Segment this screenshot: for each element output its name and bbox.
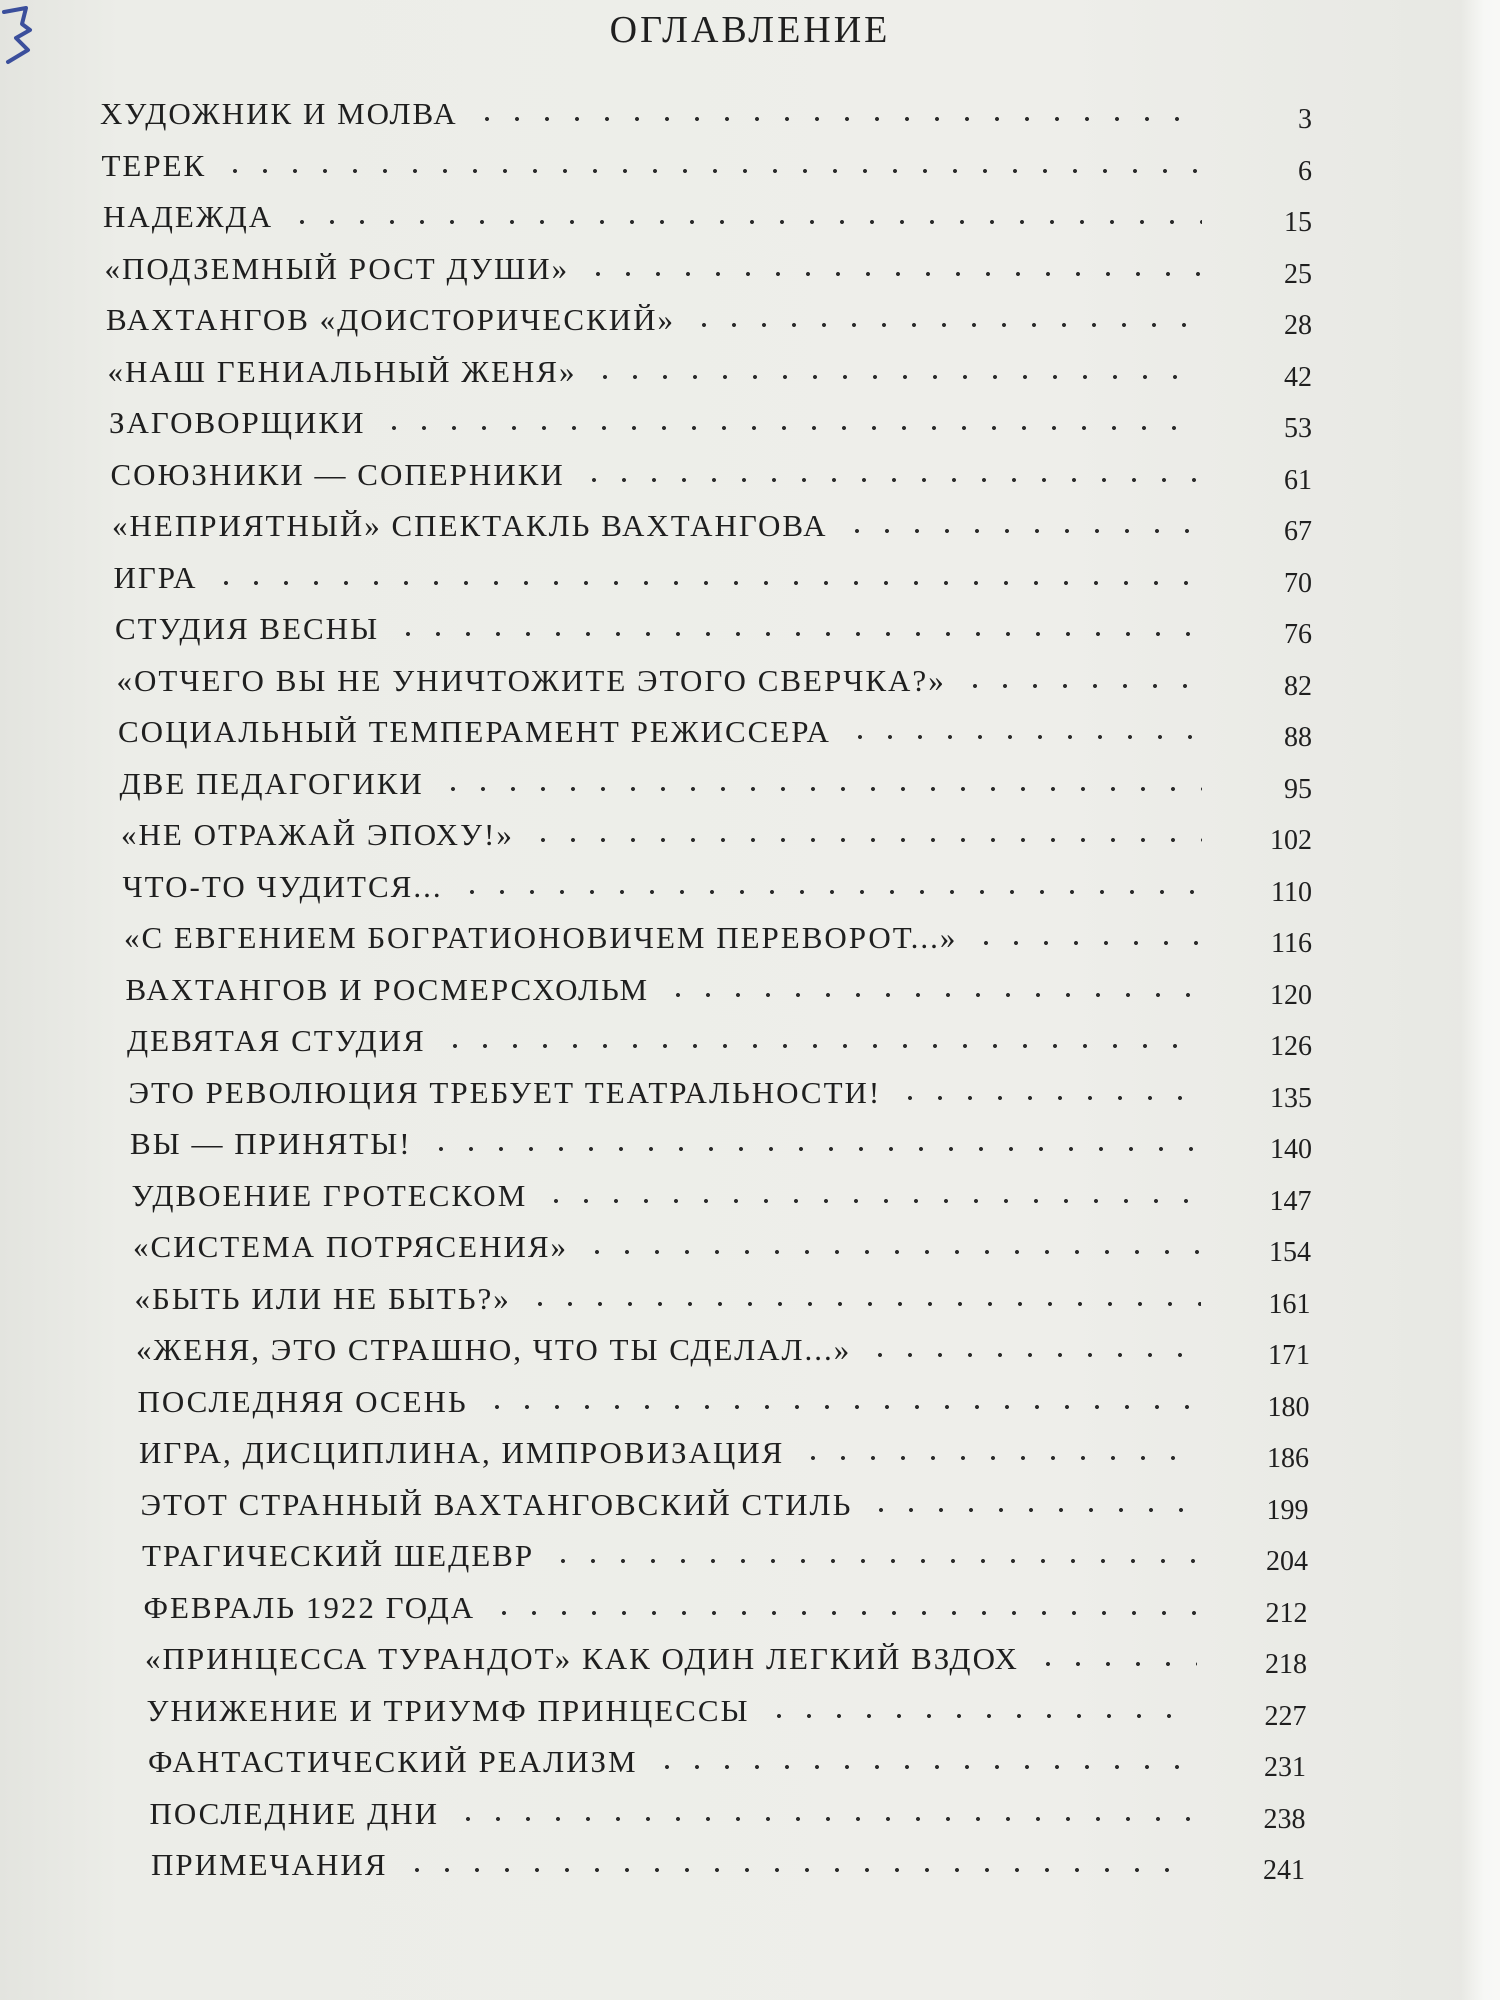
toc-entry-page-number: 82 [1284, 670, 1312, 702]
toc-entry-title: ПРИМЕЧАНИЯ [151, 1847, 388, 1882]
page-title: ОГЛАВЛЕНИЕ [609, 9, 891, 51]
toc-entry-title: ИГРА, ДИСЦИПЛИНА, ИМПРОВИЗАЦИЯ [139, 1435, 785, 1470]
dot-leader [579, 478, 1202, 482]
toc-entry-title: «БЫТЬ ИЛИ НЕ БЫТЬ?» [134, 1280, 511, 1316]
toc-entry-title: «ОТЧЕГО ВЫ НЕ УНИЧТОЖИТЕ ЭТОГО СВЕРЧКА?» [116, 662, 946, 698]
toc-entry-title: ПОСЛЕДНИЕ ДНИ [149, 1795, 440, 1831]
toc-entry [145, 1637, 1307, 1685]
toc-entry-page-number: 140 [1270, 1134, 1312, 1165]
toc-entry [127, 1019, 1312, 1067]
toc-entry-page-number: 61 [1284, 464, 1312, 496]
toc-entry-page-number: 3 [1298, 104, 1312, 135]
toc-entry [133, 1225, 1311, 1273]
dot-leader [220, 169, 1202, 173]
toc-entry-title: ТЕРЕК [101, 147, 207, 183]
toc-entry [123, 865, 1313, 913]
toc-entry-title: ПОСЛЕДНЯЯ ОСЕНЬ [137, 1383, 468, 1419]
toc-entry-title: СТУДИЯ ВЕСНЫ [115, 611, 380, 646]
toc-entry-page-number: 120 [1270, 979, 1312, 1011]
toc-entry [141, 1483, 1309, 1531]
table-of-contents [0, 92, 1500, 1972]
dot-leader [211, 581, 1202, 585]
dot-leader [798, 1456, 1199, 1460]
dot-leader [548, 1559, 1198, 1563]
dot-leader [1033, 1662, 1197, 1666]
toc-entry [144, 1586, 1308, 1634]
toc-entry-page-number: 25 [1284, 258, 1312, 290]
toc-entry-title: ДЕВЯТАЯ СТУДИЯ [127, 1023, 426, 1058]
toc-entry-page-number: 171 [1268, 1340, 1310, 1371]
toc-entry-title: ЧТО-ТО ЧУДИТСЯ... [122, 868, 443, 904]
toc-entry-page-number: 88 [1284, 722, 1312, 753]
toc-entry [139, 1431, 1309, 1479]
toc-entry-title: ДВЕ ПЕДАГОГИКИ [119, 765, 424, 801]
toc-entry-page-number: 102 [1270, 825, 1312, 856]
toc-entry [120, 762, 1313, 810]
toc-entry-page-number: 116 [1271, 928, 1312, 959]
toc-entry-title: УНИЖЕНИЕ И ТРИУМФ ПРИНЦЕССЫ [146, 1692, 750, 1728]
toc-entry [102, 144, 1313, 192]
dot-leader [541, 1199, 1201, 1203]
toc-entry [112, 504, 1312, 552]
toc-entry [132, 1174, 1312, 1222]
toc-entry-title: ФЕВРАЛЬ 1922 ГОДА [143, 1589, 476, 1625]
toc-entry-title: УДВОЕНИЕ ГРОТЕСКОМ [131, 1177, 528, 1213]
toc-entry [142, 1534, 1308, 1582]
dot-leader [528, 838, 1202, 842]
toc-entry [106, 298, 1312, 346]
toc-entry-title: ФАНТАСТИЧЕСКИЙ РЕАЛИЗМ [148, 1744, 638, 1779]
toc-entry [103, 195, 1312, 243]
dot-leader [590, 375, 1202, 379]
toc-entry [129, 1071, 1313, 1119]
dot-leader [764, 1714, 1197, 1718]
toc-entry-title: ВЫ — ПРИНЯТЫ! [130, 1126, 412, 1161]
toc-entry-title: ВАХТАНГОВ И РОСМЕРСХОЛЬМ [125, 971, 650, 1007]
dot-leader [426, 1147, 1202, 1151]
dot-leader [663, 993, 1202, 997]
toc-entry [135, 1277, 1311, 1325]
toc-entry-title: «НЕПРИЯТНЫЙ» СПЕКТАКЛЬ ВАХТАНГОВА [112, 508, 828, 543]
toc-entry-page-number: 76 [1284, 619, 1312, 650]
toc-entry-page-number: 218 [1265, 1649, 1307, 1680]
toc-entry [117, 659, 1313, 707]
toc-entry-title: «ЖЕНЯ, ЭТО СТРАШНО, ЧТО ТЫ СДЕЛАЛ...» [136, 1332, 852, 1367]
toc-entry [114, 556, 1313, 604]
toc-entry-page-number: 180 [1267, 1391, 1310, 1423]
toc-entry [105, 247, 1313, 295]
toc-entry [111, 453, 1313, 501]
toc-entry-page-number: 241 [1263, 1855, 1305, 1886]
toc-entry-title: ЭТО РЕВОЛЮЦИЯ ТРЕБУЕТ ТЕАТРАЛЬНОСТИ! [128, 1074, 882, 1110]
toc-entry-page-number: 231 [1264, 1752, 1306, 1783]
dot-leader [393, 632, 1202, 636]
toc-entry-title: «СИСТЕМА ПОТРЯСЕНИЯ» [133, 1229, 569, 1264]
dot-leader [842, 529, 1202, 533]
dot-leader [482, 1405, 1200, 1409]
toc-entry-title: ТРАГИЧЕСКИЙ ШЕДЕВР [142, 1538, 535, 1573]
toc-entry-page-number: 147 [1269, 1185, 1312, 1217]
toc-entry-page-number: 126 [1270, 1031, 1312, 1062]
toc-entry-page-number: 42 [1284, 361, 1312, 393]
dot-leader [866, 1508, 1198, 1512]
toc-entry [108, 350, 1313, 398]
toc-entry [115, 607, 1312, 655]
dot-leader [845, 735, 1202, 739]
toc-entry-page-number: 67 [1284, 516, 1312, 547]
toc-entry-page-number: 238 [1263, 1803, 1306, 1835]
toc-entry-title: «НАШ ГЕНИАЛЬНЫЙ ЖЕНЯ» [107, 353, 577, 389]
toc-entry-title: СОЮЗНИКИ — СОПЕРНИКИ [110, 456, 565, 492]
dot-leader [971, 941, 1202, 945]
toc-entry [150, 1792, 1306, 1840]
toc-entry-page-number: 227 [1264, 1700, 1307, 1732]
toc-entry-page-number: 95 [1284, 773, 1312, 805]
dot-leader [865, 1353, 1200, 1357]
toc-entry [121, 813, 1312, 861]
toc-entry-title: «С ЕВГЕНИЕМ БОГРАТИОНОВИЧЕМ ПЕРЕВОРОТ...» [124, 920, 958, 955]
toc-entry [124, 916, 1312, 964]
toc-entry-page-number: 161 [1268, 1288, 1311, 1320]
toc-entry-page-number: 110 [1271, 876, 1312, 908]
dot-leader [489, 1611, 1197, 1615]
toc-entry-page-number: 70 [1284, 567, 1312, 599]
toc-entry [138, 1380, 1310, 1428]
dot-leader [689, 323, 1202, 327]
toc-entry-title: «ПОДЗЕМНЫЙ РОСТ ДУШИ» [104, 250, 570, 286]
toc-entry-page-number: 15 [1284, 207, 1312, 238]
toc-entry [118, 710, 1312, 758]
toc-entry [136, 1328, 1310, 1376]
toc-entry-title: НАДЕЖДА [103, 199, 274, 234]
toc-entry [100, 92, 1312, 140]
toc-entry [151, 1843, 1305, 1891]
toc-entry-title: СОЦИАЛЬНЫЙ ТЕМПЕРАМЕНТ РЕЖИССЕРА [118, 714, 831, 749]
toc-entry-page-number: 212 [1265, 1597, 1308, 1629]
dot-leader [525, 1302, 1201, 1306]
dot-leader [287, 220, 1202, 224]
dot-leader [440, 1044, 1202, 1048]
toc-entry [109, 401, 1312, 449]
dot-leader [472, 117, 1202, 121]
dot-leader [652, 1765, 1196, 1769]
toc-entry-title: ЭТОТ СТРАННЫЙ ВАХТАНГОВСКИЙ СТИЛЬ [140, 1486, 853, 1522]
toc-entry-page-number: 199 [1266, 1494, 1309, 1526]
toc-entry-page-number: 6 [1298, 155, 1312, 187]
toc-entry [148, 1740, 1306, 1788]
toc-entry [126, 968, 1313, 1016]
toc-entry-title: «НЕ ОТРАЖАЙ ЭПОХУ!» [121, 817, 514, 852]
toc-entry-page-number: 204 [1266, 1546, 1308, 1577]
dot-leader [457, 890, 1202, 894]
dot-leader [583, 272, 1202, 276]
toc-entry-page-number: 186 [1267, 1443, 1309, 1474]
toc-entry-title: ХУДОЖНИК И МОЛВА [100, 96, 458, 131]
dot-leader [895, 1096, 1202, 1100]
toc-entry-title: ИГРА [113, 559, 198, 595]
dot-leader [453, 1817, 1195, 1821]
toc-entry-page-number: 28 [1284, 310, 1312, 341]
toc-entry-title: «ПРИНЦЕССА ТУРАНДОТ» КАК ОДИН ЛЕГКИЙ ВЗДОХ [145, 1641, 1019, 1676]
dot-leader [402, 1868, 1195, 1872]
toc-entry-page-number: 53 [1284, 413, 1312, 444]
toc-entry-title: ВАХТАНГОВ «ДОИСТОРИЧЕСКИЙ» [106, 302, 675, 337]
dot-leader [379, 426, 1202, 430]
toc-entry [147, 1689, 1307, 1737]
dot-leader [582, 1250, 1201, 1254]
toc-entry-page-number: 154 [1269, 1237, 1311, 1268]
toc-entry-title: ЗАГОВОРЩИКИ [109, 405, 366, 440]
toc-entry [130, 1122, 1312, 1170]
dot-leader [438, 787, 1202, 791]
toc-entry-page-number: 135 [1270, 1082, 1312, 1114]
dot-leader [960, 684, 1202, 688]
